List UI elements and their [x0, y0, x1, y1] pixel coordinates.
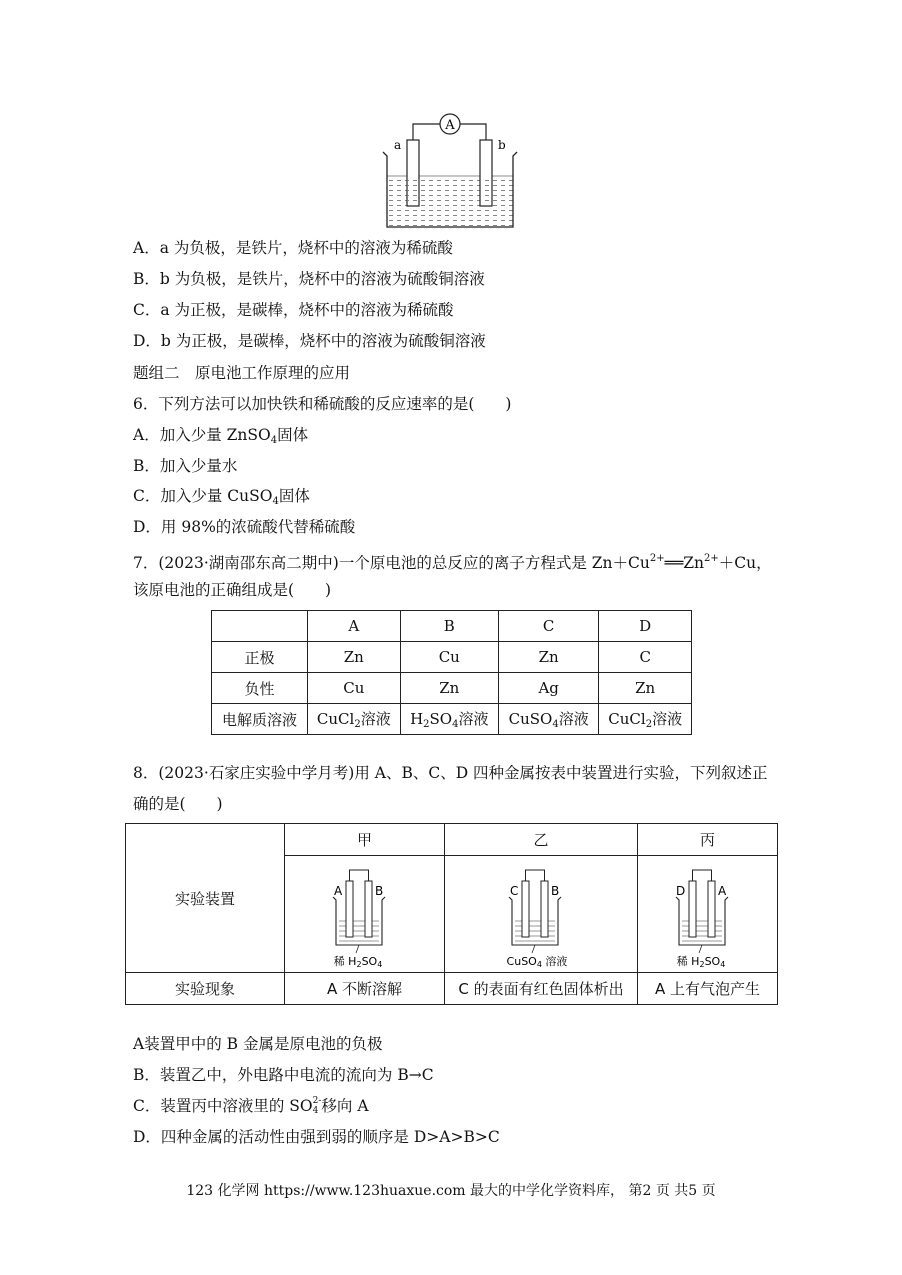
- q8-table: [125, 823, 778, 1005]
- table-cell: 乙: [445, 824, 638, 856]
- table-cell: D: [599, 611, 692, 642]
- table-cell: Cu: [308, 673, 401, 704]
- beaker-yi-icon: [491, 857, 591, 967]
- q8-stem-line2: 确的是( ): [133, 795, 223, 813]
- table-cell: $H_2SO_4$溶液: [400, 704, 498, 735]
- table-row: [212, 611, 692, 642]
- table-cell: C: [599, 642, 692, 673]
- beaker-jia-icon: [325, 857, 405, 967]
- table-cell: 实验装置: [126, 824, 285, 973]
- q8-option-a: A装置甲中的 B 金属是原电池的负极: [133, 1035, 383, 1053]
- q8-option-b: B．装置乙中，外电路中电流的流向为 B→C: [133, 1066, 434, 1084]
- table-cell: CuCl$_2$溶液: [308, 704, 401, 735]
- table-cell: 丙: [638, 824, 778, 856]
- table-cell: Zn: [400, 673, 498, 704]
- electrode-right-label: B: [551, 884, 560, 898]
- table-cell: CuSO$_4$溶液: [498, 704, 598, 735]
- q7-stem: 7．(2023·湖南邵东高二期中)一个原电池的总反应的离子方程式是 $Zn+Cu^{2+}══Zn^{2+}+Cu$，: [133, 553, 772, 572]
- solution-label: 稀 H2SO4: [333, 955, 382, 967]
- device-cell-yi: [445, 856, 638, 973]
- q7-table: [211, 610, 692, 735]
- solution-label: CuSO4 溶液: [506, 955, 568, 967]
- page-footer: 123 化学网 https://www.123huaxue.com 最大的中学化学资料库， 第2 页 共5 页: [186, 1183, 716, 1199]
- electrode-left-label: D: [675, 884, 685, 898]
- q7-stem-line2: 该原电池的正确组成是( ): [133, 581, 332, 599]
- table-cell: 正极: [212, 642, 308, 673]
- q8-option-d: D．四种金属的活动性由强到弱的顺序是 D>A>B>C: [133, 1128, 500, 1146]
- table-cell: Cu: [400, 642, 498, 673]
- electrode-left-label: A: [333, 884, 342, 898]
- q6-option-b: B．加入少量水: [133, 457, 238, 475]
- section-title: 题组二 原电池工作原理的应用: [133, 364, 351, 382]
- table-cell: [212, 611, 308, 642]
- q6-stem: 6．下列方法可以加快铁和稀硫酸的反应速率的是( ): [133, 395, 512, 413]
- electrode-a-label: a: [394, 138, 402, 152]
- beaker-bing-icon: [668, 857, 748, 967]
- table-cell: A: [308, 611, 401, 642]
- q5-option-c: C．a 为正极，是碳棒，烧杯中的溶液为稀硫酸: [133, 301, 454, 319]
- table-row: [212, 642, 692, 673]
- table-row: [212, 704, 692, 735]
- table-cell: B: [400, 611, 498, 642]
- table-row: [212, 673, 692, 704]
- q8-stem: 8．(2023·石家庄实验中学月考)用 A、B、C、D 四种金属按表中装置进行实验，下列叙述正: [133, 764, 768, 782]
- table-cell: CuCl$_2$溶液: [599, 704, 692, 735]
- q6-option-c: C．加入少量 CuSO$_4$固体: [133, 487, 310, 507]
- table-cell: C 的表面有红色固体析出: [445, 973, 638, 1005]
- table-cell: 甲: [285, 824, 445, 856]
- device-cell-bing: [638, 856, 778, 973]
- electrode-b-label: b: [498, 138, 506, 152]
- galvanic-cell-figure: [380, 108, 520, 232]
- table-cell: Zn: [498, 642, 598, 673]
- table-cell: C: [498, 611, 598, 642]
- table-cell: Zn: [308, 642, 401, 673]
- q5-option-b: B．b 为负极，是铁片，烧杯中的溶液为硫酸铜溶液: [133, 270, 485, 288]
- table-cell: 实验现象: [126, 973, 285, 1005]
- q6-option-d: D．用 98%的浓硫酸代替稀硫酸: [133, 518, 356, 536]
- q8-option-c: C．装置丙中溶液里的 SO 2- 4 移向 A: [133, 1096, 369, 1116]
- ammeter-label: A: [445, 118, 455, 133]
- table-cell: 负性: [212, 673, 308, 704]
- electrode-right-label: A: [717, 884, 726, 898]
- q5-option-d: D．b 为正极，是碳棒，烧杯中的溶液为硫酸铜溶液: [133, 332, 486, 350]
- table-row: [126, 973, 778, 1005]
- table-cell: Ag: [498, 673, 598, 704]
- electrode-right-label: B: [374, 884, 383, 898]
- table-cell: A 不断溶解: [285, 973, 445, 1005]
- table-cell: Zn: [599, 673, 692, 704]
- table-cell: A 上有气泡产生: [638, 973, 778, 1005]
- solution-label: 稀 H2SO4: [676, 955, 725, 967]
- q5-option-a: A．a 为负极，是铁片，烧杯中的溶液为稀硫酸: [133, 239, 453, 257]
- electrode-left-label: C: [510, 884, 519, 898]
- device-cell-jia: [285, 856, 445, 973]
- table-row: [126, 824, 778, 856]
- q6-option-a: A．加入少量 ZnSO$_4$固体: [133, 426, 309, 446]
- table-cell: 电解质溶液: [212, 704, 308, 735]
